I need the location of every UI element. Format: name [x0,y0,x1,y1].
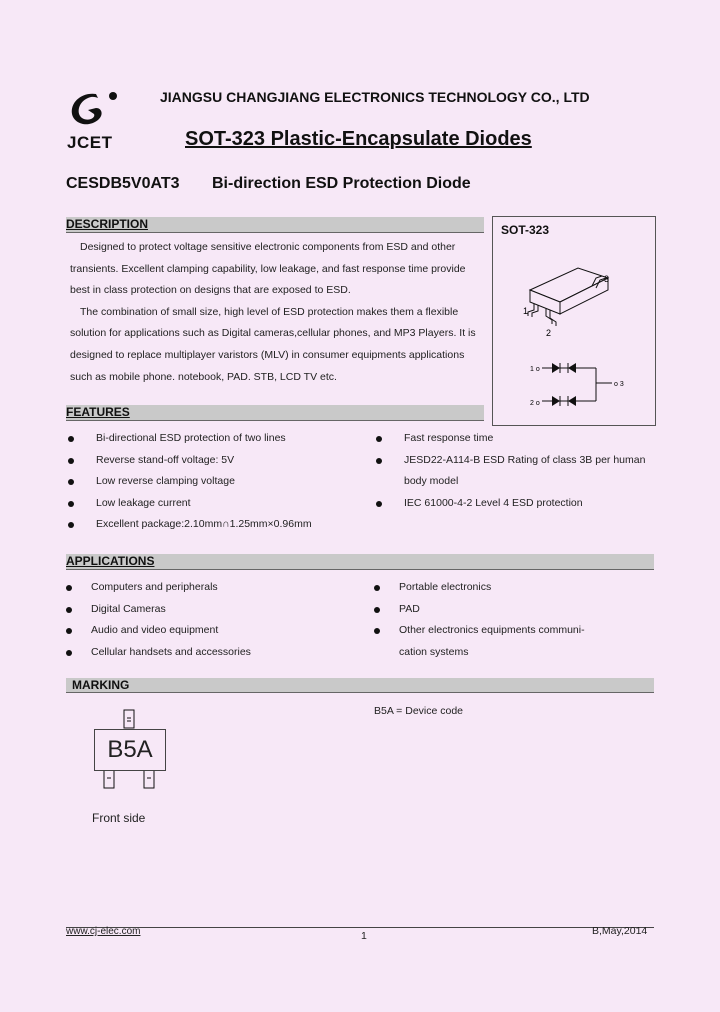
list-item: Digital Cameras [66,599,366,621]
list-item: Other electronics equipments communi- [374,620,664,642]
list-item: Bi-directional ESD protection of two lines [68,428,368,450]
circuit-pin-3-label: o 3 [614,381,624,388]
list-item: Portable electronics [374,577,664,599]
list-item: Low leakage current [68,493,368,515]
bullet-icon [376,501,382,507]
bullet-icon [376,458,382,464]
company-name: JIANGSU CHANGJIANG ELECTRONICS TECHNOLOGY CO., LTD [160,89,590,105]
bullet-icon [66,585,72,591]
list-item: PAD [374,599,664,621]
bullet-icon [374,585,380,591]
bullet-icon [66,628,72,634]
footer-url-link[interactable]: www.cj-elec.com [66,926,141,937]
diode-1b-icon [568,363,576,373]
jcet-logo-icon [66,88,122,132]
list-item: body model [404,475,459,488]
bullet-icon [374,628,380,634]
bullet-icon [376,436,382,442]
device-code-note: B5A = Device code [374,705,464,717]
logo-text: JCET [67,133,113,152]
list-item: Excellent package:2.10mm∩1.25mm×0.96mm [68,514,368,536]
marking-caption: Front side [92,811,146,825]
list-item: Cellular handsets and accessories [66,642,366,664]
circuit-pin-2-label: 2 o [530,400,540,407]
marking-heading: MARKING [66,678,654,693]
description-heading: DESCRIPTION [66,217,484,233]
list-item: Low reverse clamping voltage [68,471,368,493]
bullet-icon [68,501,74,507]
description-paragraph-1: Designed to protect voltage sensitive electronic components from ESD and other transients. Excellent clamping capability, low leakage, and fast response time provide best in class protection on designs that are exposed to ESD. [70,241,466,297]
applications-heading: APPLICATIONS [66,554,654,570]
bullet-icon [68,479,74,485]
bullet-icon [66,650,72,656]
document-title: SOT-323 Plastic-Encapsulate Diodes [185,128,532,150]
applications-list-right [374,577,664,663]
list-item: IEC 61000-4-2 Level 4 ESD protection [376,493,666,515]
sot323-package-drawing [510,258,620,340]
part-description: Bi-direction ESD Protection Diode [212,175,471,192]
diode-2a-icon [552,396,560,406]
description-body [70,237,485,388]
pin-1-label: 1 [523,306,529,316]
features-heading: FEATURES [66,405,484,421]
list-item: JESD22-A114-B ESD Rating of class 3B per human [376,450,666,472]
list-item: Audio and video equipment [66,620,366,642]
list-item: cation systems [399,645,469,658]
page-number: 1 [361,930,367,942]
diode-2b-icon [568,396,576,406]
features-list-right [376,428,666,514]
part-number: CESDB5V0AT3 [66,175,180,192]
list-item: Fast response time [376,428,666,450]
bullet-icon [68,436,74,442]
package-title: SOT-323 [501,223,550,237]
bullet-icon [374,607,380,613]
list-item: Computers and peripherals [66,577,366,599]
bullet-icon [68,522,74,528]
footer-divider [66,927,654,928]
pin-2-label: 2 [546,328,552,338]
circuit-pin-1-label: 1 o [530,366,540,373]
diode-1a-icon [552,363,560,373]
description-paragraph-2: The combination of small size, high level of ESD protection makes them a flexible solution for applications such as Digital cameras,cellular phones, and MP3 Players. It is designed to replace multiplayer varistors (MLV) in consumer equipments applications such as mobile phone. notebook, PAD. STB, LCD TV etc. [70,305,476,383]
circuit-diagram [526,355,636,411]
marking-code-box: B5A [94,729,166,771]
bullet-icon [68,458,74,464]
pin-3-label: 3 [604,274,610,284]
list-item: Reverse stand-off voltage: 5V [68,450,368,472]
applications-list-left [66,577,366,663]
bullet-icon [66,607,72,613]
revision-date: B,May,2014 [592,925,648,937]
features-list-left [68,428,368,536]
